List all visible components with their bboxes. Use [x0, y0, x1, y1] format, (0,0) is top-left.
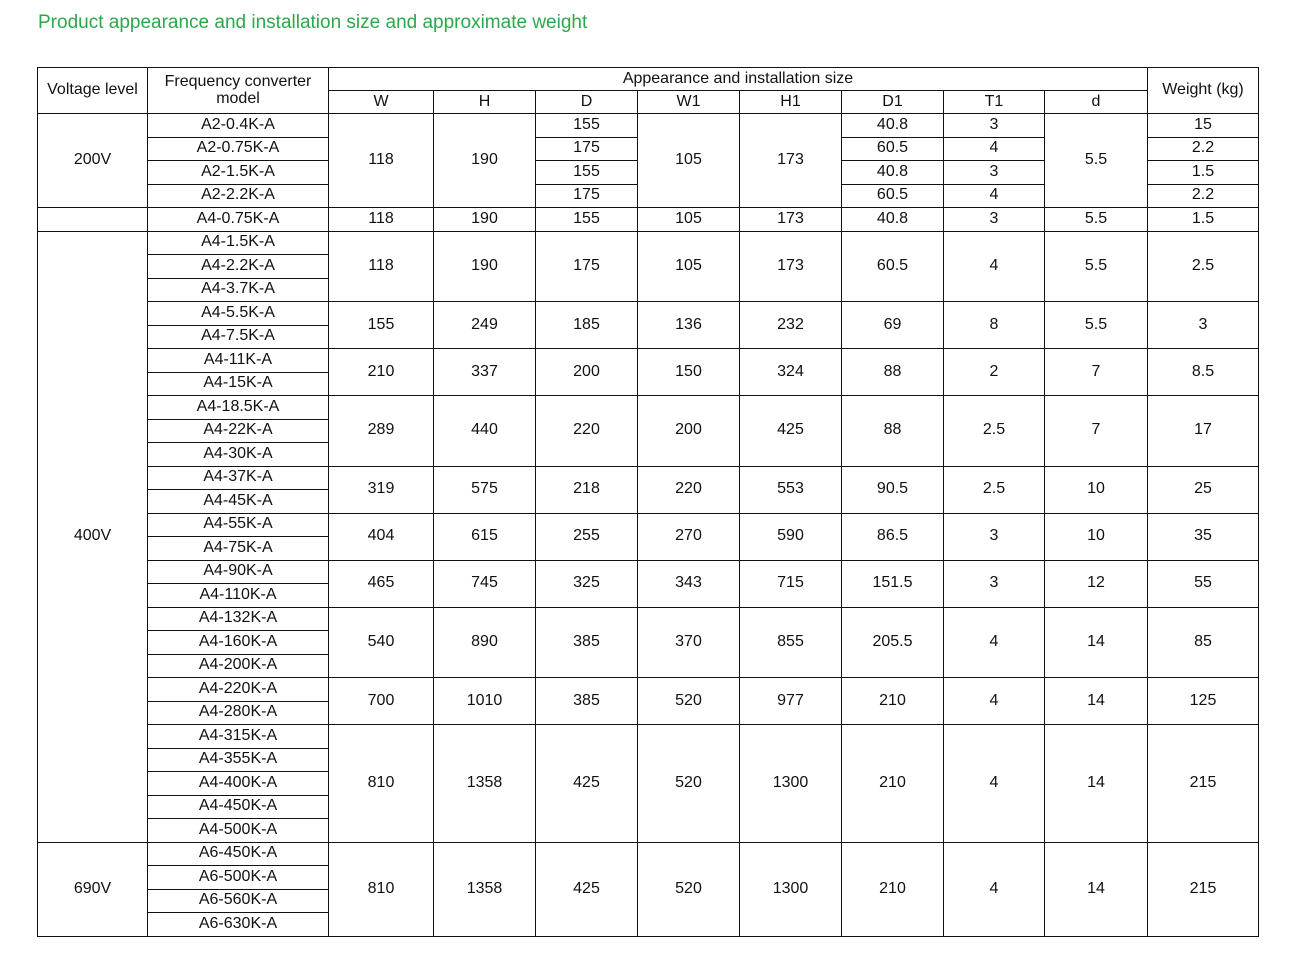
cell-w: 289	[329, 396, 434, 467]
cell-d: 220	[536, 396, 638, 467]
cell-t1: 4	[944, 725, 1045, 843]
header-voltage-level: Voltage level	[38, 68, 148, 114]
cell-weight: 2.5	[1148, 231, 1259, 302]
cell-w1: 520	[638, 842, 740, 936]
cell-d1: 210	[842, 842, 944, 936]
table-row	[38, 396, 1259, 420]
cell-d: 385	[536, 607, 638, 678]
cell-h: 745	[434, 560, 536, 607]
cell-d: 425	[536, 725, 638, 843]
cell-t1: 2.5	[944, 396, 1045, 467]
cell-d: 14	[1045, 842, 1148, 936]
cell-d1: 40.8	[842, 208, 944, 232]
cell-h1: 1300	[740, 725, 842, 843]
cell-h: 615	[434, 513, 536, 560]
cell-weight: 55	[1148, 560, 1259, 607]
cell-t1: 4	[944, 137, 1045, 161]
model-cell: A2-0.4K-A	[148, 114, 329, 138]
cell-w1: 105	[638, 114, 740, 208]
cell-d1: 151.5	[842, 560, 944, 607]
cell-w: 465	[329, 560, 434, 607]
cell-d: 10	[1045, 513, 1148, 560]
header-weight: Weight (kg)	[1148, 68, 1259, 114]
cell-w: 540	[329, 607, 434, 678]
page-title: Product appearance and installation size and approximate weight	[38, 12, 588, 33]
header-d-small: d	[1045, 91, 1148, 114]
cell-h: 440	[434, 396, 536, 467]
model-cell: A4-160K-A	[148, 631, 329, 655]
cell-w: 118	[329, 208, 434, 232]
cell-d: 425	[536, 842, 638, 936]
model-cell: A4-37K-A	[148, 466, 329, 490]
cell-h1: 855	[740, 607, 842, 678]
spec-table	[37, 67, 1259, 937]
cell-w1: 200	[638, 396, 740, 467]
cell-d: 5.5	[1045, 208, 1148, 232]
header-d: D	[536, 91, 638, 114]
cell-d1: 210	[842, 725, 944, 843]
header-w: W	[329, 91, 434, 114]
cell-w: 155	[329, 302, 434, 349]
cell-h: 190	[434, 231, 536, 302]
cell-h: 575	[434, 466, 536, 513]
header-appearance: Appearance and installation size	[329, 68, 1148, 91]
cell-w1: 105	[638, 208, 740, 232]
header-model: Frequency converter model	[148, 68, 329, 114]
voltage-level-cell	[38, 208, 148, 232]
cell-d: 200	[536, 349, 638, 396]
table-row	[38, 678, 1259, 702]
table-row	[38, 208, 1259, 232]
cell-d1: 60.5	[842, 231, 944, 302]
cell-d1: 60.5	[842, 184, 944, 208]
cell-d: 325	[536, 560, 638, 607]
cell-weight: 1.5	[1148, 161, 1259, 185]
cell-d1: 69	[842, 302, 944, 349]
cell-t1: 4	[944, 678, 1045, 725]
cell-w1: 105	[638, 231, 740, 302]
cell-w: 810	[329, 842, 434, 936]
cell-d1: 88	[842, 349, 944, 396]
model-cell: A6-450K-A	[148, 842, 329, 866]
table-row	[38, 302, 1259, 326]
cell-h1: 715	[740, 560, 842, 607]
cell-d1: 88	[842, 396, 944, 467]
cell-t1: 3	[944, 208, 1045, 232]
model-cell: A4-315K-A	[148, 725, 329, 749]
cell-h1: 173	[740, 208, 842, 232]
cell-d: 14	[1045, 725, 1148, 843]
header-h1: H1	[740, 91, 842, 114]
cell-t1: 4	[944, 231, 1045, 302]
cell-weight: 17	[1148, 396, 1259, 467]
cell-h1: 173	[740, 114, 842, 208]
cell-w1: 270	[638, 513, 740, 560]
cell-w: 319	[329, 466, 434, 513]
header-h: H	[434, 91, 536, 114]
cell-t1: 8	[944, 302, 1045, 349]
cell-d1: 40.8	[842, 161, 944, 185]
model-cell: A6-630K-A	[148, 913, 329, 937]
cell-d: 175	[536, 231, 638, 302]
model-cell: A4-5.5K-A	[148, 302, 329, 326]
cell-w: 210	[329, 349, 434, 396]
cell-h1: 232	[740, 302, 842, 349]
cell-t1: 3	[944, 114, 1045, 138]
cell-h: 1358	[434, 842, 536, 936]
header-t1: T1	[944, 91, 1045, 114]
cell-d1: 86.5	[842, 513, 944, 560]
cell-d: 218	[536, 466, 638, 513]
table-row	[38, 725, 1259, 749]
cell-d: 175	[536, 184, 638, 208]
voltage-level-cell: 690V	[38, 842, 148, 936]
model-cell: A4-1.5K-A	[148, 231, 329, 255]
cell-weight: 8.5	[1148, 349, 1259, 396]
cell-d1: 210	[842, 678, 944, 725]
cell-w1: 520	[638, 678, 740, 725]
cell-weight: 215	[1148, 725, 1259, 843]
model-cell: A4-55K-A	[148, 513, 329, 537]
cell-weight: 2.2	[1148, 184, 1259, 208]
cell-weight: 85	[1148, 607, 1259, 678]
cell-d1: 40.8	[842, 114, 944, 138]
cell-d1: 205.5	[842, 607, 944, 678]
cell-w1: 136	[638, 302, 740, 349]
model-cell: A4-200K-A	[148, 654, 329, 678]
model-cell: A2-0.75K-A	[148, 137, 329, 161]
cell-h1: 977	[740, 678, 842, 725]
cell-h1: 1300	[740, 842, 842, 936]
cell-h1: 425	[740, 396, 842, 467]
cell-d: 185	[536, 302, 638, 349]
model-cell: A4-500K-A	[148, 819, 329, 843]
cell-w1: 343	[638, 560, 740, 607]
cell-weight: 1.5	[1148, 208, 1259, 232]
cell-w1: 220	[638, 466, 740, 513]
table-row	[38, 842, 1259, 866]
cell-d: 7	[1045, 349, 1148, 396]
cell-d: 10	[1045, 466, 1148, 513]
cell-t1: 3	[944, 513, 1045, 560]
cell-t1: 3	[944, 560, 1045, 607]
cell-w: 118	[329, 231, 434, 302]
table-row	[38, 231, 1259, 255]
model-cell: A4-30K-A	[148, 443, 329, 467]
cell-d: 5.5	[1045, 302, 1148, 349]
cell-t1: 4	[944, 842, 1045, 936]
cell-d: 155	[536, 161, 638, 185]
cell-d: 5.5	[1045, 231, 1148, 302]
model-cell: A4-22K-A	[148, 419, 329, 443]
model-cell: A2-2.2K-A	[148, 184, 329, 208]
model-cell: A4-11K-A	[148, 349, 329, 373]
cell-d1: 60.5	[842, 137, 944, 161]
cell-t1: 4	[944, 184, 1045, 208]
model-cell: A4-400K-A	[148, 772, 329, 796]
cell-t1: 2.5	[944, 466, 1045, 513]
model-cell: A6-500K-A	[148, 866, 329, 890]
cell-d: 155	[536, 208, 638, 232]
cell-weight: 215	[1148, 842, 1259, 936]
cell-t1: 3	[944, 161, 1045, 185]
cell-w1: 370	[638, 607, 740, 678]
cell-d: 5.5	[1045, 114, 1148, 208]
model-cell: A4-110K-A	[148, 584, 329, 608]
cell-w: 810	[329, 725, 434, 843]
cell-d: 7	[1045, 396, 1148, 467]
model-cell: A4-75K-A	[148, 537, 329, 561]
model-cell: A4-132K-A	[148, 607, 329, 631]
cell-d: 255	[536, 513, 638, 560]
table-row	[38, 114, 1259, 138]
model-cell: A4-2.2K-A	[148, 255, 329, 279]
table-body	[38, 114, 1259, 937]
cell-weight: 35	[1148, 513, 1259, 560]
cell-h: 337	[434, 349, 536, 396]
model-cell: A4-45K-A	[148, 490, 329, 514]
model-cell: A2-1.5K-A	[148, 161, 329, 185]
table-row	[38, 607, 1259, 631]
cell-d: 155	[536, 114, 638, 138]
cell-w: 700	[329, 678, 434, 725]
cell-h: 190	[434, 114, 536, 208]
table-row	[38, 513, 1259, 537]
cell-t1: 2	[944, 349, 1045, 396]
model-cell: A4-18.5K-A	[148, 396, 329, 420]
cell-d1: 90.5	[842, 466, 944, 513]
voltage-level-cell: 400V	[38, 231, 148, 842]
cell-h1: 173	[740, 231, 842, 302]
model-cell: A6-560K-A	[148, 889, 329, 913]
model-cell: A4-0.75K-A	[148, 208, 329, 232]
cell-weight: 2.2	[1148, 137, 1259, 161]
cell-w: 404	[329, 513, 434, 560]
model-cell: A4-3.7K-A	[148, 278, 329, 302]
cell-d: 14	[1045, 678, 1148, 725]
cell-h: 249	[434, 302, 536, 349]
cell-weight: 15	[1148, 114, 1259, 138]
cell-d: 12	[1045, 560, 1148, 607]
cell-d: 175	[536, 137, 638, 161]
cell-h: 890	[434, 607, 536, 678]
cell-h: 1010	[434, 678, 536, 725]
model-cell: A4-220K-A	[148, 678, 329, 702]
model-cell: A4-15K-A	[148, 372, 329, 396]
model-cell: A4-355K-A	[148, 748, 329, 772]
cell-weight: 25	[1148, 466, 1259, 513]
table-row	[38, 560, 1259, 584]
model-cell: A4-90K-A	[148, 560, 329, 584]
cell-weight: 125	[1148, 678, 1259, 725]
cell-h: 1358	[434, 725, 536, 843]
cell-h1: 324	[740, 349, 842, 396]
cell-weight: 3	[1148, 302, 1259, 349]
cell-h1: 553	[740, 466, 842, 513]
cell-t1: 4	[944, 607, 1045, 678]
voltage-level-cell: 200V	[38, 114, 148, 208]
table-row	[38, 349, 1259, 373]
model-cell: A4-450K-A	[148, 795, 329, 819]
cell-d: 385	[536, 678, 638, 725]
cell-w1: 150	[638, 349, 740, 396]
cell-h: 190	[434, 208, 536, 232]
model-cell: A4-280K-A	[148, 701, 329, 725]
header-w1: W1	[638, 91, 740, 114]
cell-h1: 590	[740, 513, 842, 560]
cell-d: 14	[1045, 607, 1148, 678]
model-cell: A4-7.5K-A	[148, 325, 329, 349]
header-d1: D1	[842, 91, 944, 114]
cell-w: 118	[329, 114, 434, 208]
table-row	[38, 466, 1259, 490]
cell-w1: 520	[638, 725, 740, 843]
